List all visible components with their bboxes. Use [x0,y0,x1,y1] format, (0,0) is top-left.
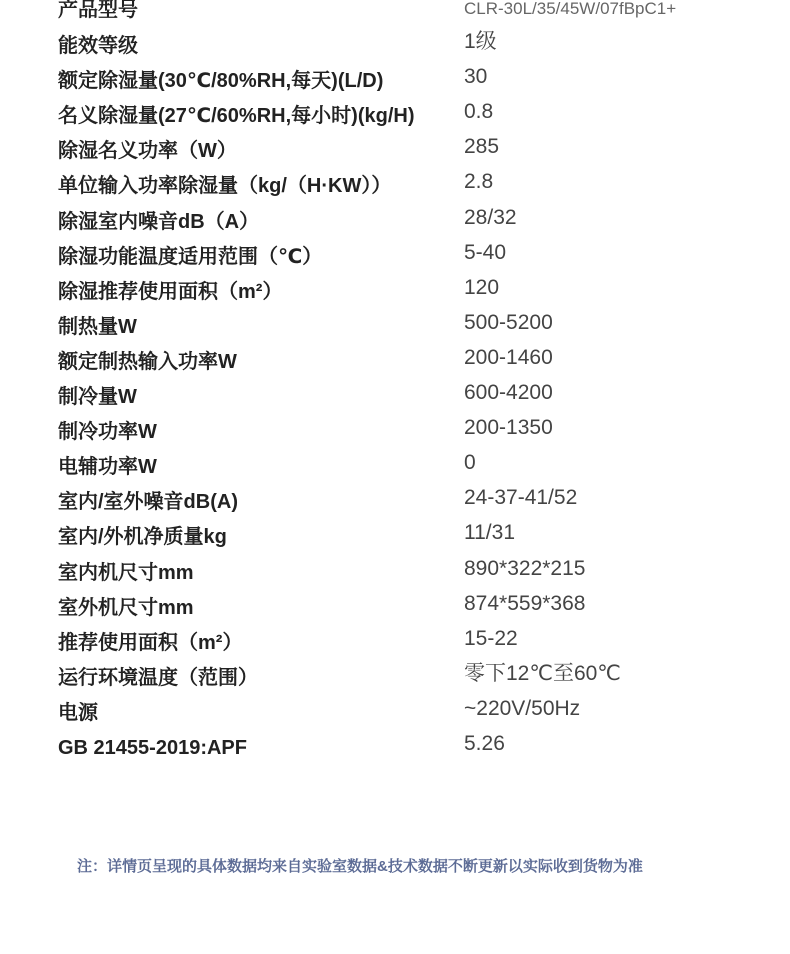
spec-label: 名义除湿量(27℃/60%RH,每小时)(kg/H) [58,105,415,128]
spec-value: 零下12℃至60℃ [464,661,621,685]
spec-value: CLR-30L/35/45W/07fBpC1+ [464,0,677,18]
spec-value: 24-37-41/52 [464,486,578,510]
spec-label: 室外机尺寸mm [58,596,194,619]
spec-row-dehumidify-area [0,273,790,308]
spec-label: 室内机尺寸mm [58,561,194,584]
spec-row-dehumidify-noise [0,203,790,238]
spec-label: 室内/外机净质量kg [58,526,227,549]
spec-value: 28/32 [464,205,517,229]
spec-row-dehumidify-temp-range [0,238,790,273]
spec-row-cooling-capacity [0,378,790,413]
spec-label: 单位输入功率除湿量（kg/（H·KW）） [58,175,392,198]
spec-label: 能效等级 [58,35,138,58]
spec-row-noise [0,483,790,518]
spec-row-recommended-area [0,624,790,659]
spec-value: 874*559*368 [464,591,586,615]
spec-row-heating-capacity [0,308,790,343]
spec-value: 200-1460 [464,345,553,369]
spec-label: 额定除湿量(30℃/80%RH,每天)(L/D) [58,70,384,93]
spec-row-dehumidify-power [0,132,790,167]
spec-row-rated-dehumidify [0,62,790,97]
spec-label: 除湿名义功率（W） [58,140,237,163]
spec-value: 5-40 [464,240,507,264]
spec-value: ~220V/50Hz [464,696,581,720]
spec-row-model [0,0,790,27]
spec-row-unit-power-dehumidify [0,167,790,202]
spec-label: 室内/室外噪音dB(A) [58,491,238,514]
spec-label: 推荐使用面积（m²） [58,631,243,654]
spec-label: 额定制热输入功率W [58,350,237,373]
spec-row-cooling-power [0,413,790,448]
spec-value: 2.8 [464,170,494,194]
spec-row-nominal-dehumidify [0,97,790,132]
spec-label: 除湿推荐使用面积（m²） [58,280,283,303]
spec-label: GB 21455-2019:APF [58,736,247,759]
spec-value: 0.8 [464,100,494,124]
spec-label: 制热量W [58,315,137,338]
spec-value: 285 [464,135,500,159]
spec-value: 600-4200 [464,381,553,405]
spec-label: 电辅功率W [58,456,157,479]
spec-value: 1级 [464,30,497,54]
spec-value: 30 [464,65,488,89]
spec-value: 5.26 [464,731,505,755]
spec-value: 890*322*215 [464,556,586,580]
spec-label: 除湿室内噪音dB（A） [58,210,260,233]
spec-value: 11/31 [464,521,515,545]
spec-label: 电源 [58,701,98,724]
spec-value: 200-1350 [464,416,553,440]
spec-row-power-supply [0,694,790,729]
spec-value: 15-22 [464,626,518,650]
disclaimer-note: 注：详情页呈现的具体数据均来自实验室数据&技术数据不断更新以实际收到货物为准 [77,858,643,875]
spec-label: 除湿功能温度适用范围（℃） [58,245,323,268]
spec-row-outdoor-size [0,589,790,624]
spec-value: 120 [464,275,500,299]
spec-row-aux-heater-power [0,448,790,483]
spec-row-net-weight [0,518,790,553]
spec-row-heating-input-power [0,343,790,378]
spec-row-indoor-size [0,554,790,589]
spec-value: 0 [464,451,476,475]
spec-label: 产品型号 [58,0,138,21]
spec-label: 运行环境温度（范围） [58,666,258,689]
spec-label: 制冷功率W [58,421,157,444]
spec-row-energy-grade [0,27,790,62]
spec-row-operating-temp [0,659,790,694]
spec-value: 500-5200 [464,310,553,334]
spec-row-apf [0,729,790,764]
spec-label: 制冷量W [58,386,137,409]
